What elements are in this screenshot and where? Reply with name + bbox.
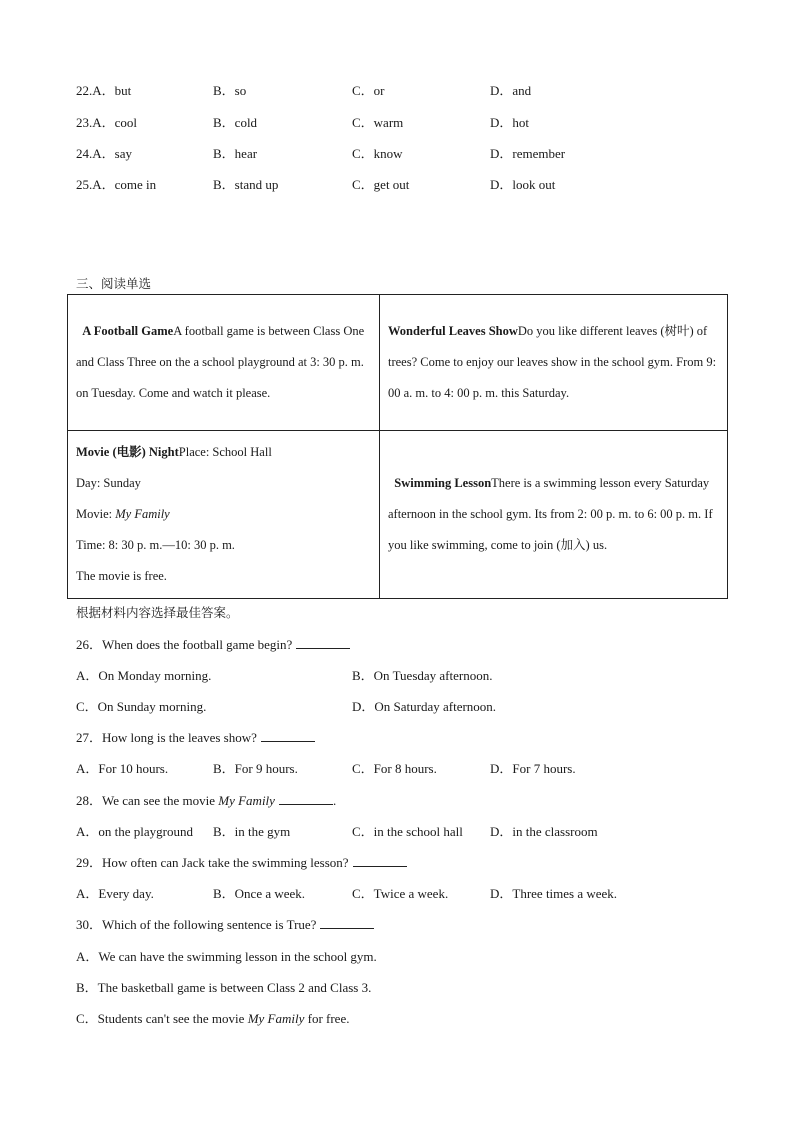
question-number: 24. [76, 146, 93, 161]
cloze-24-a[interactable] [76, 144, 132, 164]
cloze-22-c[interactable]: C．or [352, 83, 385, 98]
question-number: 22. [76, 83, 93, 98]
cloze-25-c[interactable]: C．get out [352, 177, 410, 192]
q28-option-c[interactable]: C．in the school hall [352, 824, 463, 839]
q30-option-c[interactable] [76, 1009, 349, 1029]
q28-option-a[interactable]: A．on the playground [76, 824, 193, 839]
ad-leaves-title: Wonderful Leaves Show [388, 324, 518, 338]
cloze-row-24 [76, 144, 676, 164]
question-end: . [332, 793, 337, 808]
answer-blank[interactable] [320, 916, 374, 929]
instruction: 根据材料内容选择最佳答案。 [76, 605, 239, 620]
question-text: 26．When does the football game begin? [76, 637, 293, 652]
q26-option-c[interactable]: C．On Sunday morning. [76, 699, 207, 714]
q27-option-c[interactable]: C．For 8 hours. [352, 761, 437, 776]
option-text-end: for free. [304, 1011, 350, 1026]
cloze-25-b[interactable]: B．stand up [213, 177, 279, 192]
answer-blank[interactable] [279, 792, 333, 805]
question-26-options-ab [76, 666, 676, 686]
ad-movie-title: Movie (电影) Night [76, 445, 179, 459]
option-text: A．but [92, 83, 132, 98]
q29-option-b[interactable]: B．Once a week. [213, 886, 306, 901]
question-text: 30．Which of the following sentence is True? [76, 917, 317, 932]
option-text: A．cool [92, 115, 138, 130]
cloze-24-b[interactable]: B．hear [213, 146, 258, 161]
ad-leaves [380, 295, 728, 431]
cloze-25-d[interactable]: D．look out [490, 177, 556, 192]
q27-option-d[interactable]: D．For 7 hours. [490, 761, 576, 776]
ad-movie-time: Time: 8: 30 p. m.—10: 30 p. m. [76, 538, 235, 552]
q29-option-d[interactable]: D．Three times a week. [490, 886, 618, 901]
cloze-row-23 [76, 113, 676, 133]
cloze-23-b[interactable]: B．cold [213, 115, 258, 130]
question-27-stem [76, 728, 315, 748]
cloze-23-a[interactable] [76, 113, 137, 133]
section-title: 三、阅读单选 [76, 276, 152, 291]
cloze-23-d[interactable]: D．hot [490, 115, 530, 130]
cloze-24-d[interactable]: D．remember [490, 146, 566, 161]
ad-swimming-text: There is a swimming lesson every Saturday afternoon in the school gym. Its from 2: 00 p. m. to 6: 00 p. m. If you like swimming, come to join (加入) us. [388, 476, 713, 552]
cloze-24-c[interactable]: C．know [352, 146, 403, 161]
question-27-options [76, 759, 676, 779]
q28-option-d[interactable]: D．in the classroom [490, 824, 598, 839]
ad-movie [68, 431, 380, 599]
question-text: 28．We can see the movie [76, 793, 219, 808]
question-29-options [76, 884, 676, 904]
cloze-25-a[interactable] [76, 175, 156, 195]
cloze-23-c[interactable]: C．warm [352, 115, 404, 130]
question-28-stem [76, 791, 336, 811]
question-number: 23. [76, 115, 93, 130]
question-26-options-cd [76, 697, 676, 717]
cloze-row-25 [76, 175, 676, 195]
question-28-options [76, 822, 676, 842]
q26-option-d[interactable]: D．On Saturday afternoon. [352, 699, 497, 714]
ad-movie-label: Movie: [76, 507, 116, 521]
reading-materials-table [67, 294, 728, 599]
ad-movie-place: Place: School Hall [178, 445, 272, 459]
ad-swimming-title: Swimming Lesson [394, 476, 492, 490]
movie-title-italic: My Family [247, 1011, 305, 1026]
question-text: 27．How long is the leaves show? [76, 730, 257, 745]
question-number: 25. [76, 177, 93, 192]
q30-option-b[interactable]: B．The basketball game is between Class 2 and Class 3. [76, 980, 372, 995]
q26-option-a[interactable]: A．On Monday morning. [76, 668, 212, 683]
question-29-stem [76, 853, 407, 873]
question-26-stem [76, 635, 350, 655]
q26-option-b[interactable]: B．On Tuesday afternoon. [352, 668, 493, 683]
question-30-stem [76, 915, 374, 935]
q29-option-a[interactable]: A．Every day. [76, 886, 154, 901]
ad-movie-name: My Family [115, 507, 170, 521]
ad-football-title: A Football Game [82, 324, 174, 338]
answer-blank[interactable] [296, 636, 350, 649]
question-text: 29．How often can Jack take the swimming lesson? [76, 855, 349, 870]
ad-leaves-text: Do you like different leaves (树叶) of trees? Come to enjoy our leaves show in the school gym. From 9: 00 a. m. to 4: 00 p. m. this Saturday. [388, 324, 717, 400]
q27-option-b[interactable]: B．For 9 hours. [213, 761, 298, 776]
ad-football [68, 295, 380, 431]
ad-movie-day: Day: Sunday [76, 476, 141, 490]
answer-blank[interactable] [261, 729, 315, 742]
ad-movie-free: The movie is free. [76, 569, 167, 583]
option-text: A．say [92, 146, 132, 161]
option-text: C．Students can't see the movie [76, 1011, 248, 1026]
option-text: A．come in [92, 177, 157, 192]
answer-blank[interactable] [353, 854, 407, 867]
movie-title-italic: My Family [218, 793, 275, 808]
cloze-22-a[interactable] [76, 81, 131, 101]
ad-swimming [380, 431, 728, 599]
cloze-22-b[interactable]: B．so [213, 83, 247, 98]
q27-option-a[interactable]: A．For 10 hours. [76, 761, 169, 776]
ad-football-text: A football game is between Class One and Class Three on the a school playground at 3: 30 p. m. on Tuesday. Come and watch it please. [76, 324, 365, 400]
q29-option-c[interactable]: C．Twice a week. [352, 886, 449, 901]
cloze-row-22 [76, 81, 676, 101]
q28-option-b[interactable]: B．in the gym [213, 824, 291, 839]
cloze-22-d[interactable]: D．and [490, 83, 532, 98]
q30-option-a[interactable]: A．We can have the swimming lesson in the school gym. [76, 949, 377, 964]
